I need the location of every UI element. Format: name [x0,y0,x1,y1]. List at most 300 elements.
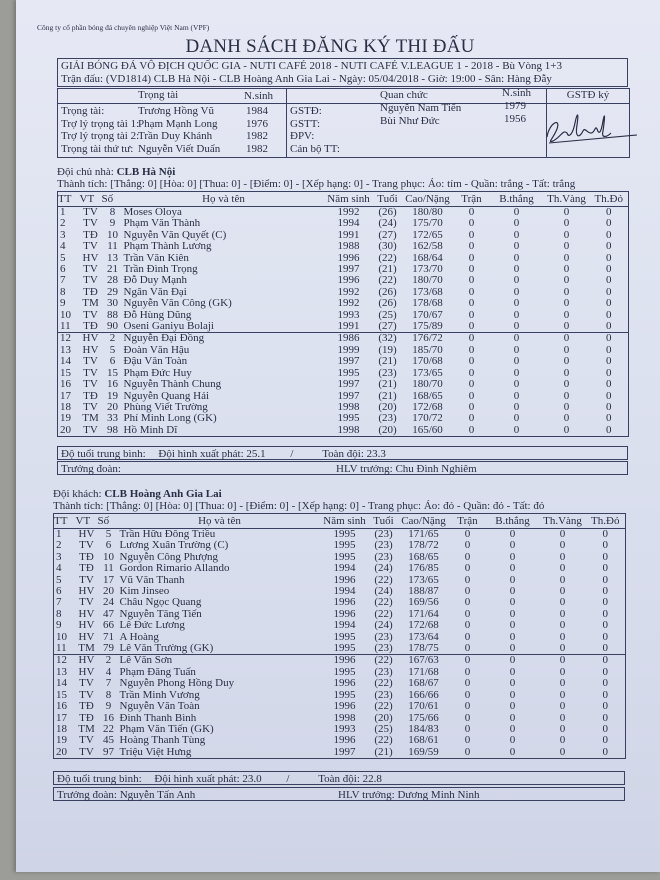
player-cell: 22 [103,722,114,735]
player-cell: 0 [509,722,516,735]
player-cell: 0 [559,677,566,690]
player-cell: Trần Minh Vương [119,688,200,701]
player-cell: 1996 [333,677,356,690]
player-cell: 10 [103,550,114,563]
player-cell: 1995 [333,539,356,552]
player-cell: Phạm Văn Thành [123,217,201,230]
player-cell: 0 [559,734,566,747]
player-cell: 0 [509,688,516,701]
player-cell: 0 [602,642,608,655]
player-cell: (21) [378,389,397,402]
player-cell: 0 [602,734,608,747]
column-header: Cao/Nặng [402,192,454,207]
player-cell: 0 [563,355,570,368]
player-cell: 0 [468,297,475,310]
player-cell: 13 [60,343,71,356]
player-cell: 0 [490,333,544,345]
referee-birth: 1976 [246,117,268,130]
player-cell: 0 [513,423,520,436]
player-cell: 1998 [333,711,356,724]
player-cell: 0 [606,343,612,356]
player-cell: 1992 [337,285,360,298]
player-cell: 24 [103,596,114,609]
player-cell: HV [82,251,99,264]
referee-birth: 1984 [246,105,268,117]
player-cell: 0 [606,240,612,253]
player-cell: 10 [60,308,71,321]
player-row [54,620,626,631]
player-cell: TV [83,355,98,368]
player-cell: TV [79,745,94,758]
player-cell: 0 [509,745,516,758]
player-cell: 21 [107,263,118,276]
player-cell: (23) [374,688,393,701]
player-cell: Phùng Viết Trường [123,400,208,413]
player-cell: 178/68 [412,297,443,310]
player-cell: 0 [559,745,566,758]
player-cell: HV [78,607,95,620]
player-cell: 4 [56,562,62,575]
player-cell: 11 [56,642,67,655]
player-cell: 1996 [333,700,356,713]
column-header: Th.Đỏ [590,192,629,207]
player-cell: 0 [559,619,566,632]
player-cell: 2 [102,333,124,345]
player-cell: 1 [60,206,66,218]
player-cell: 173/64 [408,630,439,643]
player-cell: 0 [602,619,608,632]
player-cell: 0 [486,655,540,667]
player-cell: TV [83,378,98,391]
player-cell: 1995 [333,630,356,643]
player-cell: 162/58 [412,240,443,253]
player-cell: (25) [378,308,397,321]
referee-birth-header: N.sinh [244,90,274,102]
player-cell: (22) [378,251,397,264]
player-cell: Đỗ Duy Mạnh [123,274,188,287]
player-cell: 17 [103,573,114,586]
player-cell: 3 [60,228,66,241]
player-cell: 0 [509,630,516,643]
player-cell: Kim Jinseo [119,585,170,598]
player-cell: 0 [468,228,475,241]
player-row [54,678,626,689]
player-cell: 0 [464,539,471,552]
player-cell: 19 [107,389,118,402]
official-birth-header: N.sinh [502,87,532,99]
player-cell: HV [76,655,98,667]
player-cell: TV [79,539,94,552]
official-birth: 1956 [504,112,526,125]
player-cell: Phạm Đăng Tuấn [119,665,196,678]
player-cell: 0 [563,297,570,310]
player-row [58,413,629,424]
player-cell: 0 [509,596,516,609]
player-cell: Lê Văn Sơn [120,655,320,667]
player-cell: 0 [559,607,566,620]
player-cell: 16 [60,378,71,391]
player-cell: HV [78,665,95,678]
player-cell: 1991 [337,320,360,333]
player-cell: TĐ [79,550,94,563]
home-avg-separator: / [290,448,294,460]
player-cell: 0 [468,320,475,333]
away-average-age-row [53,771,625,785]
referee-name: Phạm Mạnh Long [138,117,218,130]
player-row [54,735,626,746]
player-cell: 28 [107,274,118,287]
player-cell: (26) [378,206,397,218]
player-cell: 169/59 [408,745,439,758]
player-cell: TV [83,240,98,253]
player-cell: 4 [105,665,112,678]
player-cell: 16 [103,711,114,724]
player-cell: (32) [374,333,402,345]
player-cell: 0 [602,607,608,620]
player-cell: 0 [606,217,612,230]
player-cell: 66 [103,619,114,632]
player-cell: (23) [374,642,393,655]
player-cell: 0 [606,423,612,436]
player-cell: 175/70 [412,217,443,230]
referee-role: Trọng tài thứ tư: [61,142,134,155]
home-avg-total: Toàn đội: 23.3 [322,448,386,460]
player-cell: 0 [513,400,520,413]
column-header: B.thắng [490,192,544,207]
player-cell: 0 [563,412,570,425]
player-cell: TM [82,412,99,425]
column-header: Họ và tên [120,514,320,529]
column-header: Trận [450,514,486,529]
player-cell: 0 [606,366,612,379]
player-row [58,298,629,309]
player-cell: 0 [464,711,471,724]
player-cell: TM [82,297,99,310]
column-header: Số [102,192,124,207]
player-cell: 168/65 [408,550,439,563]
player-cell: 184/83 [408,722,439,735]
player-cell: (22) [374,596,393,609]
player-cell: 0 [606,285,612,298]
player-cell: 0 [464,528,471,540]
player-cell: 0 [509,665,516,678]
official-role: GSTĐ: [290,105,322,117]
player-cell: 0 [602,665,608,678]
player-cell: 0 [602,539,608,552]
player-cell: 0 [563,228,570,241]
player-cell: 0 [602,677,608,690]
player-cell: 0 [468,217,475,230]
player-cell: Nguyễn Văn Công (GK) [123,297,232,310]
player-cell: HV [78,528,95,540]
column-header: VT [76,514,98,529]
player-cell: Ngân Văn Đại [123,285,187,298]
player-cell: Lê Đức Lương [119,619,185,632]
player-cell: 0 [606,355,612,368]
player-cell: (30) [378,240,397,253]
player-cell: 0 [509,539,516,552]
home-team-label: Đội chủ nhà: [57,166,114,178]
player-cell: 13 [107,251,118,264]
player-cell: 0 [563,423,570,436]
player-cell: TV [79,688,94,701]
match-info-box [57,58,628,87]
player-cell: (22) [374,734,393,747]
player-cell: 20 [103,585,114,598]
player-cell: (27) [378,320,397,333]
player-cell: 0 [563,274,570,287]
official-name: Nguyễn Nam Tiến [380,102,462,114]
player-cell: 0 [606,274,612,287]
player-cell: A Hoàng [119,630,159,643]
player-cell: 0 [464,573,471,586]
player-cell: TV [83,274,98,287]
player-cell: 90 [107,320,118,333]
player-cell: 1996 [337,274,360,287]
player-cell: (24) [374,562,393,575]
player-cell: Đoàn Văn Hậu [123,343,190,356]
player-cell: Triệu Việt Hưng [119,745,192,758]
player-cell: 1997 [337,355,360,368]
player-cell: 0 [509,642,516,655]
player-cell: Nguyễn Văn Quyết (C) [123,228,227,241]
player-cell: Trần Đình Trọng [123,263,198,276]
player-cell: HV [80,333,102,345]
player-cell: 0 [602,700,608,713]
player-cell: 18 [56,722,67,735]
player-cell: 6 [109,355,116,368]
player-cell: (22) [374,573,393,586]
player-cell: 167/63 [398,655,450,667]
player-cell: 1992 [337,297,360,310]
player-cell: 170/61 [408,700,439,713]
player-cell: 0 [606,378,612,391]
player-row [58,321,629,333]
player-cell: 0 [606,297,612,310]
player-cell: (24) [374,619,393,632]
player-cell: Châu Ngọc Quang [119,596,202,609]
player-cell: 0 [468,366,475,379]
player-cell: 0 [513,378,520,391]
player-cell: (21) [378,355,397,368]
player-cell: 0 [464,722,471,735]
player-cell: Hồ Minh Dĩ [123,423,178,436]
player-cell: 170/68 [412,355,443,368]
player-cell: 173/68 [412,285,443,298]
officials-table [57,88,630,158]
player-cell: Nguyễn Thành Chung [123,378,222,391]
player-cell: 4 [60,240,66,253]
player-cell: 5 [56,573,62,586]
player-cell: 88 [107,308,118,321]
away-staff-row [53,787,625,801]
signature-icon [539,103,639,155]
player-cell: 172/68 [408,619,439,632]
player-cell: 178/75 [408,642,439,655]
official-birth: 1979 [504,100,526,112]
player-cell: 0 [559,630,566,643]
player-cell: 166/66 [408,688,439,701]
player-cell: Oseni Ganiyu Bolaji [123,320,214,333]
player-cell: TV [83,423,98,436]
player-cell: 0 [513,263,520,276]
player-cell: 170/67 [412,308,443,321]
player-cell: 1 [56,528,62,540]
player-cell: TĐ [79,562,94,575]
player-cell: 1996 [333,573,356,586]
player-cell: Đinh Thanh Bình [119,711,197,724]
player-cell: (20) [378,423,397,436]
page-title: DANH SÁCH ĐĂNG KÝ THI ĐẤU [185,36,475,57]
player-row [54,701,626,712]
player-cell: 0 [559,528,566,540]
home-roster-header [58,192,629,207]
away-avg-label: Độ tuổi trung bình: [57,773,142,785]
player-cell: 0 [509,562,516,575]
player-cell: 0 [606,320,612,333]
officials-column-divider [286,89,287,157]
player-cell: 47 [103,607,114,620]
home-avg-label: Độ tuổi trung bình: [61,448,146,460]
referee-name: Nguyễn Viết Duẩn [138,142,221,155]
referee-name: Trương Hồng Vũ [138,105,214,117]
player-cell: 0 [464,642,471,655]
home-coach: HLV trưởng: Chu Đình Nghiêm [336,463,477,475]
player-cell: 0 [450,655,486,667]
away-avg-starting: Đội hình xuất phát: 23.0 [154,773,262,785]
player-row [58,425,629,437]
player-cell: 0 [513,389,520,402]
away-avg-separator: / [286,773,290,785]
player-cell: 1999 [337,343,360,356]
player-cell: HV [78,630,95,643]
player-cell: 0 [513,366,520,379]
player-cell: 0 [563,378,570,391]
player-cell: 0 [468,412,475,425]
player-cell: 1991 [337,228,360,241]
player-cell: TĐ [79,711,94,724]
player-cell: TV [79,596,94,609]
player-cell: 0 [602,722,608,735]
player-cell: 14 [60,355,71,368]
referee-birth: 1982 [246,142,268,155]
player-cell: 3 [56,550,62,563]
player-cell: 178/72 [408,539,439,552]
player-cell: 0 [454,333,490,345]
player-cell: 0 [606,228,612,241]
player-cell: 1996 [320,655,370,667]
player-cell: (22) [374,700,393,713]
player-cell: 168/64 [412,251,443,264]
player-cell: 1994 [337,217,360,230]
referee-birth: 1982 [246,130,268,142]
player-cell: 0 [464,630,471,643]
player-cell: (23) [374,550,393,563]
player-cell: 9 [60,297,66,310]
player-cell: 0 [606,308,612,321]
player-row [54,643,626,655]
player-cell: 0 [602,688,608,701]
player-cell: TV [83,400,98,413]
player-cell: 0 [464,585,471,598]
player-cell: 173/70 [412,263,443,276]
column-header: B.thắng [486,514,540,529]
player-cell: Phạm Đức Huy [123,366,192,379]
player-cell: Nguyễn Tăng Tiến [119,607,202,620]
player-cell: 176/85 [408,562,439,575]
column-header: Cao/Nặng [398,514,450,529]
player-cell: 0 [513,285,520,298]
player-cell: 5 [109,343,116,356]
player-cell: 0 [509,677,516,690]
referee-role: Trợ lý trọng tài 2: [61,130,140,142]
player-cell: 8 [105,688,112,701]
player-cell: 8 [109,206,116,218]
player-cell: (21) [374,745,393,758]
player-cell: 11 [103,562,114,575]
player-cell: 1995 [333,528,356,540]
player-cell: 0 [513,206,520,218]
player-cell: 0 [464,734,471,747]
signature-cell [546,89,629,157]
column-header: Th.Đỏ [586,514,626,529]
player-cell: 188/87 [408,585,439,598]
player-cell: 0 [563,206,570,218]
home-team-heading [57,166,175,178]
player-cell: 0 [606,389,612,402]
player-cell: 18 [60,400,71,413]
player-cell: 0 [606,206,612,218]
player-cell: 0 [606,251,612,264]
player-cell: 1995 [333,642,356,655]
player-cell: 0 [590,333,629,345]
player-cell: 0 [602,711,608,724]
player-cell: 2 [56,539,62,552]
player-cell: 0 [513,251,520,264]
player-cell: 0 [606,263,612,276]
player-cell: 0 [509,711,516,724]
player-cell: Lương Xuân Trường (C) [119,539,229,552]
player-cell: Trần Văn Kiên [123,251,189,264]
player-cell: Gordon Rimario Allando [119,562,230,575]
player-cell: 0 [602,528,608,540]
player-cell: 0 [563,285,570,298]
player-cell: 1994 [333,562,356,575]
player-cell: 20 [107,400,118,413]
player-cell: (22) [378,274,397,287]
player-cell: 0 [559,642,566,655]
player-cell: 173/65 [412,366,443,379]
player-cell: 10 [56,630,67,643]
player-cell: (20) [374,711,393,724]
player-cell: 180/80 [412,206,443,218]
player-cell: TV [83,366,98,379]
player-cell: 15 [60,366,71,379]
official-role: Cán bộ TT: [290,142,340,155]
player-cell: 0 [602,550,608,563]
player-cell: 14 [56,677,67,690]
player-cell: 0 [468,400,475,413]
player-cell: 0 [602,596,608,609]
player-cell: TV [79,734,94,747]
player-cell: 5 [60,251,66,264]
away-team-record: Thành tích: [Thắng: 0] [Hòa: 0] [Thua: 0] - [Điểm: 0] - [Xếp hạng: 0] - Trang phục: Áo: đỏ - Quần: đỏ - Tất: đỏ [53,500,545,512]
player-cell: 0 [602,585,608,598]
referee-header: Trọng tài [138,89,179,101]
player-cell: 0 [563,263,570,276]
player-cell: 0 [559,700,566,713]
player-cell: 0 [509,734,516,747]
